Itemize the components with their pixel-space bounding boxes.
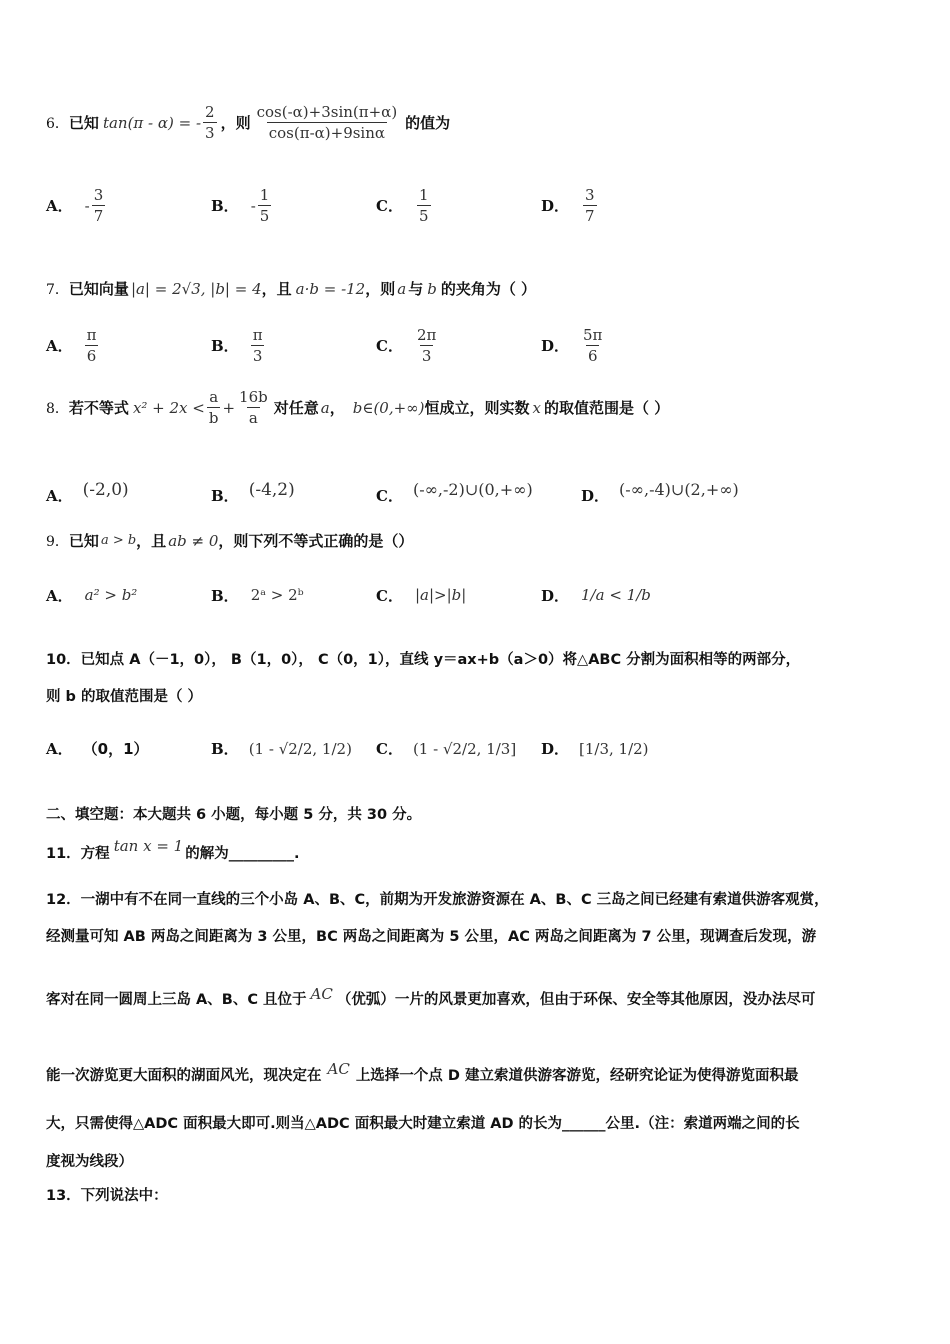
q8-number: 8． (46, 400, 69, 417)
q8-suffix-1: 恒成立，则实数 (424, 399, 530, 417)
q10-option-d[interactable] (541, 738, 706, 759)
q6-option-d-fraction (583, 186, 597, 225)
q8-mid: 对任意 (273, 399, 319, 417)
q6-c-num: 1 (418, 186, 429, 204)
q7-option-a-fraction (85, 326, 99, 365)
q10-line-2: 则 b 的取值范围是（ ） (46, 689, 203, 705)
q8-option-c-label: C． (376, 487, 403, 505)
q7-option-b[interactable] (211, 326, 376, 365)
q7-b-num: π (252, 326, 263, 344)
q6-option-a[interactable] (46, 186, 211, 225)
q11-suffix: 的解为_________. (185, 846, 300, 862)
q8-suffix-2: 的取值范围是（ ） (544, 399, 670, 417)
q6-option-a-label: A． (46, 197, 73, 215)
question-8 (46, 388, 669, 427)
q9-prefix: 已知 (68, 532, 99, 550)
q6-expr-den: cos(π-α)+9sinα (268, 124, 386, 142)
q7-option-b-fraction (251, 326, 265, 365)
q7-mid-2: ，则 (365, 280, 396, 298)
q7-c-num: 2π (416, 326, 437, 344)
q8-option-d-value: (-∞,-4)∪(2,+∞) (619, 480, 739, 499)
q9-option-b[interactable] (211, 585, 376, 606)
q9-number: 9． (46, 533, 69, 550)
q7-option-a-label: A． (46, 337, 73, 355)
q9-options (46, 564, 906, 608)
q6-option-b-sign: - (250, 196, 256, 215)
q10-option-b-value: (1 - √2/2, 1/2) (248, 739, 352, 758)
q8-option-d-label: D． (581, 487, 610, 505)
q8-options (46, 473, 926, 506)
q10-option-b-label: B． (211, 740, 239, 758)
q7-condition-1: |a| = 2√3, |b| = 4 (130, 279, 262, 298)
q7-option-d-fraction (581, 326, 604, 365)
q9-option-b-label: B． (211, 586, 239, 605)
q8-inequality: x² + 2x < (132, 398, 205, 417)
q6-option-b[interactable] (211, 186, 376, 225)
q8-option-a-value: (-2,0) (82, 479, 129, 500)
q6-a-num: 3 (93, 186, 104, 204)
q9-option-a[interactable] (46, 585, 211, 606)
q10-options (46, 738, 906, 759)
q6-number: 6． (46, 115, 69, 132)
q12-line-6: 度视为线段） (46, 1154, 133, 1170)
q8-fraction-1 (207, 388, 221, 427)
q7-mid-1: ，且 (261, 280, 292, 298)
q9-option-b-value: 2ᵃ > 2ᵇ (250, 586, 304, 604)
q8-f2-den: a (248, 409, 258, 427)
q10-option-c-value: (1 - √2/2, 1/3] (412, 739, 517, 758)
q6-b-den: 5 (259, 207, 270, 225)
question-9 (46, 530, 413, 551)
q6-option-d-label: D． (541, 197, 570, 215)
q6-suffix: 的值为 (405, 114, 451, 132)
q6-c-den: 5 (418, 207, 429, 225)
q9-option-a-label: A． (46, 586, 73, 605)
q6-b-num: 1 (259, 186, 270, 204)
q9-option-c-label: C． (376, 586, 403, 605)
q6-option-c-fraction (417, 186, 431, 225)
q7-number: 7． (46, 281, 69, 298)
q6-d-num: 3 (585, 186, 595, 204)
q8-f1-den: b (208, 409, 219, 427)
q8-f2-num: 16b (239, 388, 268, 406)
q10-option-c-label: C． (376, 740, 403, 758)
q8-prefix: 若不等式 (68, 399, 129, 417)
q7-option-d-label: D． (541, 337, 570, 355)
q8-option-b-label: B． (211, 487, 239, 505)
q10-option-a-value: （0，1） (82, 740, 149, 758)
q7-vector-a: a (397, 279, 407, 298)
q9-condition-1: a > b (100, 533, 137, 548)
q10-option-d-value: [1/3, 1/2) (579, 739, 649, 758)
q6-option-c-label: C． (376, 197, 403, 215)
question-7 (46, 278, 536, 299)
q12-line-3b: （优弧）一片的风景更加喜欢，但由于环保、安全等其他原因，没办法尽可 (336, 992, 816, 1008)
q8-option-c-value: (-∞,-2)∪(0,+∞) (412, 480, 533, 499)
q9-condition-2: ab ≠ 0 (168, 531, 219, 550)
q8-var-x: x (532, 398, 542, 417)
q9-option-a-value: a² > b² (84, 586, 138, 604)
q8-option-a[interactable] (46, 473, 211, 506)
q6-given: tan(π - α) = - (102, 113, 202, 132)
q8-f1-num: a (209, 388, 219, 406)
question-6 (46, 103, 450, 142)
q6-expr-num: cos(-α)+3sin(π+α) (256, 103, 398, 121)
q10-option-b[interactable] (211, 738, 376, 759)
q7-suffix: 的夹角为（ ） (440, 280, 537, 298)
q12-line-4b: 上选择一个点 D 建立索道供游客游览，经研究论证为使得游览面积最 (355, 1068, 799, 1084)
q6-option-c[interactable] (376, 186, 541, 225)
q10-option-c[interactable] (376, 738, 541, 759)
q10-option-a-label: A． (46, 740, 73, 758)
q8-fraction-2 (237, 388, 270, 427)
q10-option-d-label: D． (541, 740, 570, 758)
q9-option-d-label: D． (541, 586, 570, 605)
q12-line-3a: 客对在同一圆周上三岛 A、B、C 且位于 (46, 992, 307, 1008)
q7-c-den: 3 (421, 347, 432, 365)
q7-option-b-label: B． (211, 337, 239, 355)
q7-options (46, 326, 906, 365)
q8-var-a: a (320, 398, 330, 417)
q9-option-d-value: 1/a < 1/b (581, 586, 651, 604)
q7-option-c-fraction (415, 326, 438, 365)
q6-a-den: 7 (93, 207, 104, 225)
q11-prefix: 11．方程 (46, 846, 110, 862)
q10-option-a[interactable] (46, 738, 211, 759)
q12-arc-ac: AC (310, 984, 333, 1003)
section-2-heading: 二、填空题：本大题共 6 小题，每小题 5 分，共 30 分。 (46, 807, 422, 823)
q6-option-d[interactable] (541, 186, 706, 225)
q7-b-den: 3 (252, 347, 263, 365)
q7-a-num: π (86, 326, 97, 344)
q9-option-c-value: |a|>|b| (414, 586, 467, 604)
q7-prefix: 已知向量 (68, 280, 129, 298)
q6-mid: ，则 (220, 114, 251, 132)
q8-option-d[interactable] (581, 473, 791, 506)
q7-option-a[interactable] (46, 326, 211, 365)
q7-vector-b: b (427, 279, 437, 298)
q9-suffix: ，则下列不等式正确的是（） (218, 532, 414, 550)
q7-d-den: 6 (587, 347, 598, 365)
q6-options (46, 186, 906, 225)
q6-given-den: 3 (205, 124, 215, 142)
q12-line-4a: 能一次游览更大面积的湖面风光，现决定在 (46, 1068, 322, 1084)
q8-option-c[interactable] (376, 473, 581, 506)
q8-option-b-value: (-4,2) (248, 479, 295, 500)
q6-option-b-fraction (258, 186, 272, 225)
q8-plus: + (222, 398, 236, 417)
question-13: 13．下列说法中： (46, 1188, 168, 1204)
q6-option-b-label: B． (211, 197, 239, 215)
q7-option-c[interactable] (376, 326, 541, 365)
q7-option-d[interactable] (541, 326, 706, 365)
question-11 (46, 828, 299, 863)
q6-given-num: 2 (205, 103, 215, 121)
q6-prefix: 已知 (68, 114, 99, 132)
q7-option-c-label: C． (376, 337, 403, 355)
q12-line-4 (46, 1052, 798, 1085)
q9-mid: ，且 (136, 532, 167, 550)
q9-option-c[interactable] (376, 585, 541, 606)
q7-and: 与 (408, 280, 424, 298)
q6-d-den: 7 (585, 207, 595, 225)
q6-given-fraction (203, 103, 217, 142)
q7-condition-2: a·b = -12 (295, 279, 366, 298)
q8-option-a-label: A． (46, 487, 73, 505)
q10-line-1: 10．已知点 A（－1，0）， B（1，0）， C（0，1），直线 y＝ax+b（a＞0）将△ABC 分割为面积相等的两部分， (46, 652, 801, 668)
q6-option-a-sign: - (84, 196, 90, 215)
q6-expression (255, 103, 400, 142)
q7-a-den: 6 (86, 347, 97, 365)
q12-line-3 (46, 978, 815, 1009)
q8-comma: ， (329, 399, 345, 417)
q8-option-b[interactable] (211, 473, 376, 506)
q9-option-d[interactable] (541, 585, 706, 606)
q12-arc-ac-2: AC (327, 1059, 350, 1078)
q11-equation: tan x = 1 (113, 836, 184, 855)
q12-line-2: 经测量可知 AB 两岛之间距离为 3 公里，BC 两岛之间距离为 5 公里，AC 两岛之间距离为 7 公里，现调查后发现，游 (46, 929, 817, 945)
q12-line-5: 大，只需使得△ADC 面积最大即可.则当△ADC 面积最大时建立索道 AD 的长为______公里.（注：索道两端之间的长 (46, 1116, 800, 1132)
q7-d-num: 5π (583, 326, 603, 344)
q8-condition: b∈(0,+∞) (352, 398, 425, 417)
q6-option-a-fraction (92, 186, 106, 225)
q12-line-1: 12．一湖中有不在同一直线的三个小岛 A、B、C，前期为开发旅游资源在 A、B、C 三岛之间已经建有索道供游客观赏， (46, 892, 829, 908)
